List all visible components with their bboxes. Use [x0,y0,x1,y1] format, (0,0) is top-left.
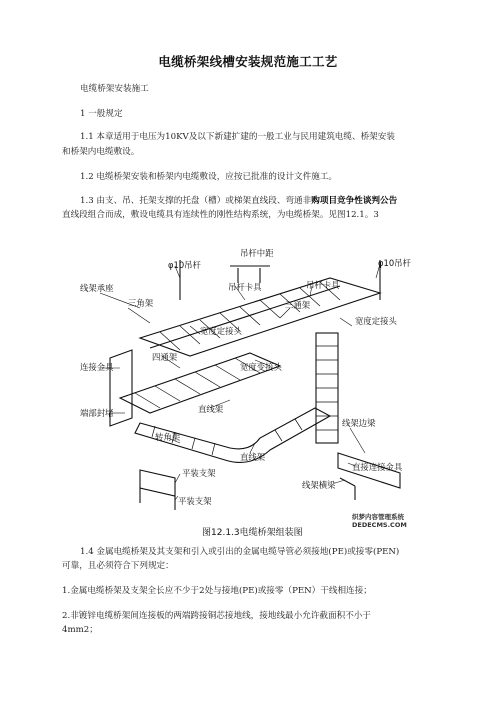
document-title: 电缆桥架线槽安装规范施工工艺 [158,54,338,69]
label-straight-2: 直线架 [240,452,266,462]
label-edge-beam: 线架边梁 [342,418,376,428]
paragraph-1-2: 1.2 电缆桥架安装和桥架内电缆敷设，应按已批准的设计文件施工。 [80,172,338,182]
paragraph-1-4: 1.4 金属电缆桥架及其支架和引入或引出的金属电缆导管必须接地(PE)或接零(PEN) [80,547,400,557]
label-flat-bracket-1: 平装支架 [182,468,216,478]
label-cross-beam: 线架横梁 [302,480,336,490]
label-rod-spacing: 吊杆中距 [240,248,274,258]
label-tee: 三通架 [285,300,311,310]
paragraph-1-3-cont: 直线段组合而成，敷设电缆具有连续性的刚性结构系统，为电缆桥架。见图12.1。3 [62,210,379,220]
paragraph-1-3 [80,194,470,208]
list-item-2-cont: 4mm2； [62,625,98,635]
label-rod-left: φ10吊杆 [168,260,201,270]
label-width-joint: 宽度定接头 [200,326,242,336]
label-hanger-clip-1: 吊杆卡具 [228,282,262,292]
watermark-logo [352,513,422,529]
label-three-way-angle: 三角架 [128,298,154,308]
section-heading: 1 一般规定 [80,109,123,119]
watermark-line-2: DEDECMS.COM [352,521,407,529]
inserted-ad-text: 购项目竞争性谈判公告 [311,196,398,206]
paragraph-1-1: 1.1 本章适用于电压为10KV及以下新建扩建的一般工业与民用建筑电缆、桥架安装 [80,132,395,142]
label-direct-connector: 直接连接金具 [352,462,403,472]
label-corner: 转角架 [155,432,181,442]
watermark-line-1: 织梦内容管理系统 [352,513,404,521]
figure-caption: 图12.1.3电缆桥架组装图 [202,528,303,538]
label-flat-bracket-2: 平装支架 [178,496,212,506]
cable-tray-assembly-figure [80,238,430,538]
paragraph-1-1-cont: 和桥架内电缆敷设。 [62,147,140,157]
paragraph-1-4-cont: 可靠，且必须符合下列规定： [62,561,174,571]
label-bracket-seat: 线架承座 [80,283,114,293]
subtitle: 电缆桥架安装施工 [80,84,149,94]
label-connector: 连接金具 [80,362,114,372]
label-rod-right: φ10吊杆 [378,258,411,268]
label-width-joint-right: 宽度定接头 [355,316,397,326]
paragraph-1-3-text: 1.3 由支、吊、托架支撑的托盘（槽）或梯架直线段、弯通非 [80,196,312,206]
list-item-2: 2.非镀锌电缆桥架间连接板的两端跨接铜芯接地线，接地线最小允许截面积不小于 [62,611,371,621]
label-four-way: 四通架 [152,352,178,362]
flat-bracket-shape [140,470,175,496]
label-hanger-clip-2: 吊杆卡具 [306,280,340,290]
label-end-seal: 端部封堵 [80,408,114,418]
label-straight: 直线架 [198,404,224,414]
list-item-1: 1.金属电缆桥架及支架全长应不少于2处与接地(PE)或接零（PEN）干线相连接； [62,586,372,596]
label-width-change: 宽度变接头 [240,362,282,372]
